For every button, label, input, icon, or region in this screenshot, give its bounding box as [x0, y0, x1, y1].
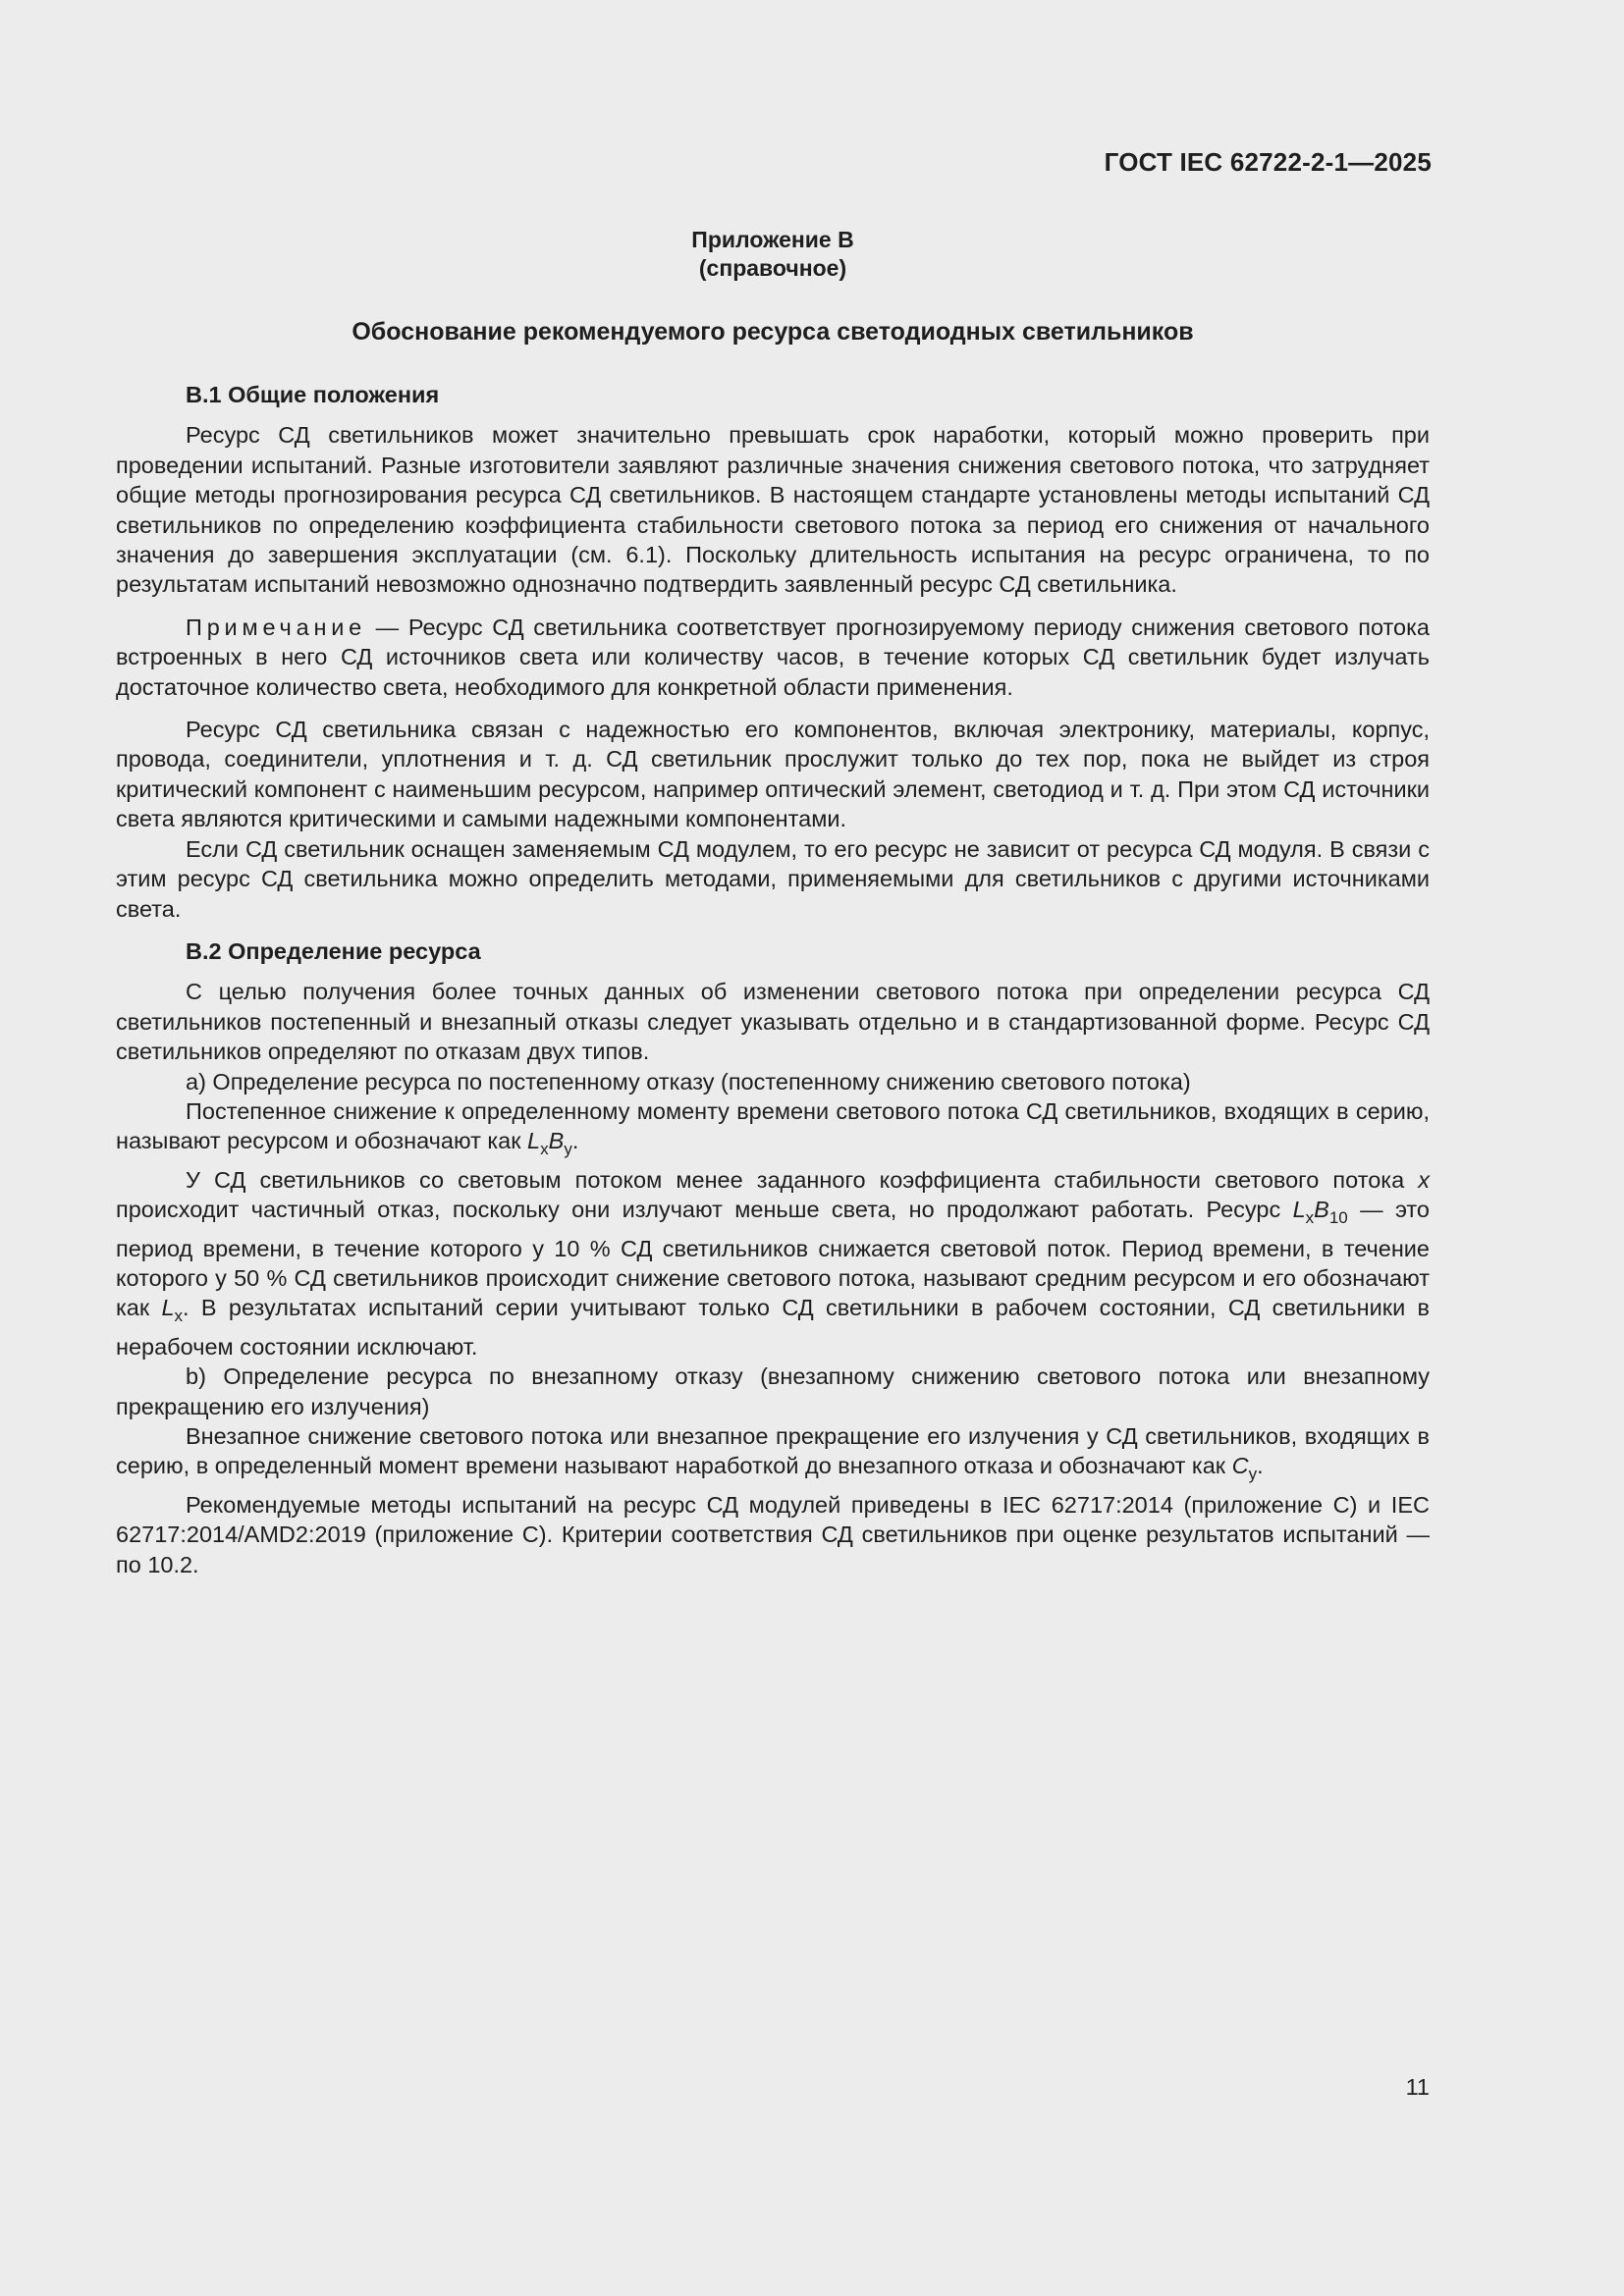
paragraph: Если СД светильник оснащен заменяемым СД модулем, то его ресурс не зависит от ресурса СД модуля. В связи с этим ресурс СД светильника можно определить методами, применяемыми для светильников с другими источниками света.: [116, 835, 1430, 922]
paragraph: [116, 1165, 1430, 1362]
text: — это период времени, в течение которого у 10 % СД светильников снижается световой поток. Период времени, в течение которого у 50 % СД светильников происходит снижение светового потока, называют средним ресурсом и его обозначают как: [116, 1197, 1430, 1321]
note-text: — Ресурс СД светильника соответствует прогнозируемому периоду снижения светового потока встроенных в него СД источников света или количеству часов, в течение которых СД светильник будет излучать достаточное количество света, необходимого для конкретной области применения.: [116, 614, 1430, 700]
list-item-a: а) Определение ресурса по постепенному отказу (постепенному снижению светового потока): [186, 1068, 1191, 1095]
note: [116, 613, 1430, 702]
symbol-b: B: [548, 1128, 565, 1154]
subscript-10: 10: [1328, 1208, 1348, 1228]
paragraph: С целью получения более точных данных об изменении светового потока при определении ресурса СД светильников постепенный и внезапный отказы следует указывать отдельно и в стандартизованной форме. Ресурс СД светильников определяют по отказам двух типов.: [116, 979, 1430, 1065]
section-heading-b1: В.1 Общие положения: [186, 382, 440, 407]
annex-title: Обоснование рекомендуемого ресурса светодиодных светильников: [352, 318, 1194, 346]
note-label: Примечание: [186, 614, 367, 640]
list-item-b: b) Определение ресурса по внезапному отказу (внезапному снижению светового потока или внезапному прекращению его излучения): [116, 1363, 1430, 1419]
symbol-l: L: [161, 1295, 175, 1321]
paragraph: [116, 1096, 1430, 1165]
text: . В результатах испытаний серии учитывают только СД светильники в рабочем состоянии, СД светильники в нерабочем состоянии исключают.: [116, 1295, 1430, 1360]
period: .: [571, 1128, 579, 1154]
subscript-y: y: [1248, 1465, 1258, 1484]
subscript-y: y: [564, 1140, 572, 1159]
symbol-c: C: [1231, 1453, 1249, 1479]
paragraph: Ресурс СД светильника связан с надежностью его компонентов, включая электронику, материалы, корпус, провода, соединители, уплотнения и т. д. СД светильник прослужит только до тех пор, пока не выйдет из строя критический компонент с наименьшим ресурсом, например оптический элемент, светодиод и т. д. При этом СД источники света являются критическими и самыми надежными компонентами.: [116, 717, 1430, 832]
page-number: 11: [1405, 2074, 1430, 2100]
text: У СД светильников со световым потоком менее заданного коэффициента стабильности светового потока: [186, 1166, 1419, 1193]
symbol-l: L: [527, 1128, 541, 1154]
text: происходит частичный отказ, поскольку они излучают меньше света, но продолжают работать. Ресурс: [116, 1197, 1293, 1223]
subscript-x: x: [174, 1307, 184, 1326]
section-heading-b2: В.2 Определение ресурса: [186, 937, 481, 964]
paragraph: Ресурс СД светильников может значительно превышать срок наработки, который можно проверить при проведении испытаний. Разные изготовители заявляют различные значения снижения светового потока, что затрудняет общие методы прогнозирования ресурса СД светильников. В настоящем стандарте установлены методы испытаний СД светильников по определению коэффициента стабильности светового потока за период его снижения от начального значения до завершения эксплуатации (см. 6.1). Поскольку длительность испытания на ресурс ограничена, то по результатам испытаний невозможно однозначно подтвердить заявленный ресурс СД светильника.: [116, 422, 1430, 598]
document-code: ГОСТ IEC 62722-2-1—2025: [1104, 147, 1432, 177]
subscript-x: x: [1305, 1208, 1315, 1228]
document-body: [116, 380, 1430, 1579]
annex-kind: (справочное): [698, 255, 847, 281]
symbol-b: B: [1314, 1197, 1329, 1223]
annex-heading: [116, 226, 1430, 283]
annex-name: Приложение В: [691, 227, 854, 252]
symbol-x: x: [1418, 1166, 1430, 1193]
subscript-x: x: [540, 1140, 549, 1159]
text: Внезапное снижение светового потока или внезапное прекращение его излучения у СД светильников, входящих в серию, в определенный момент времени называют наработкой до внезапного отказа и обозначают как: [116, 1423, 1430, 1479]
symbol-l: L: [1292, 1197, 1306, 1223]
paragraph: [116, 1421, 1430, 1490]
text: Постепенное снижение к определенному моменту времени светового потока СД светильников, входящих в серию, называют ресурсом и обозначают как: [116, 1097, 1430, 1154]
period: .: [1257, 1453, 1264, 1479]
paragraph: Рекомендуемые методы испытаний на ресурс СД модулей приведены в IEC 62717:2014 (приложение С) и IEC 62717:2014/AMD2:2019 (приложение С). Критерии соответствия СД светильников при оценке результатов испытаний — по 10.2.: [116, 1491, 1430, 1577]
